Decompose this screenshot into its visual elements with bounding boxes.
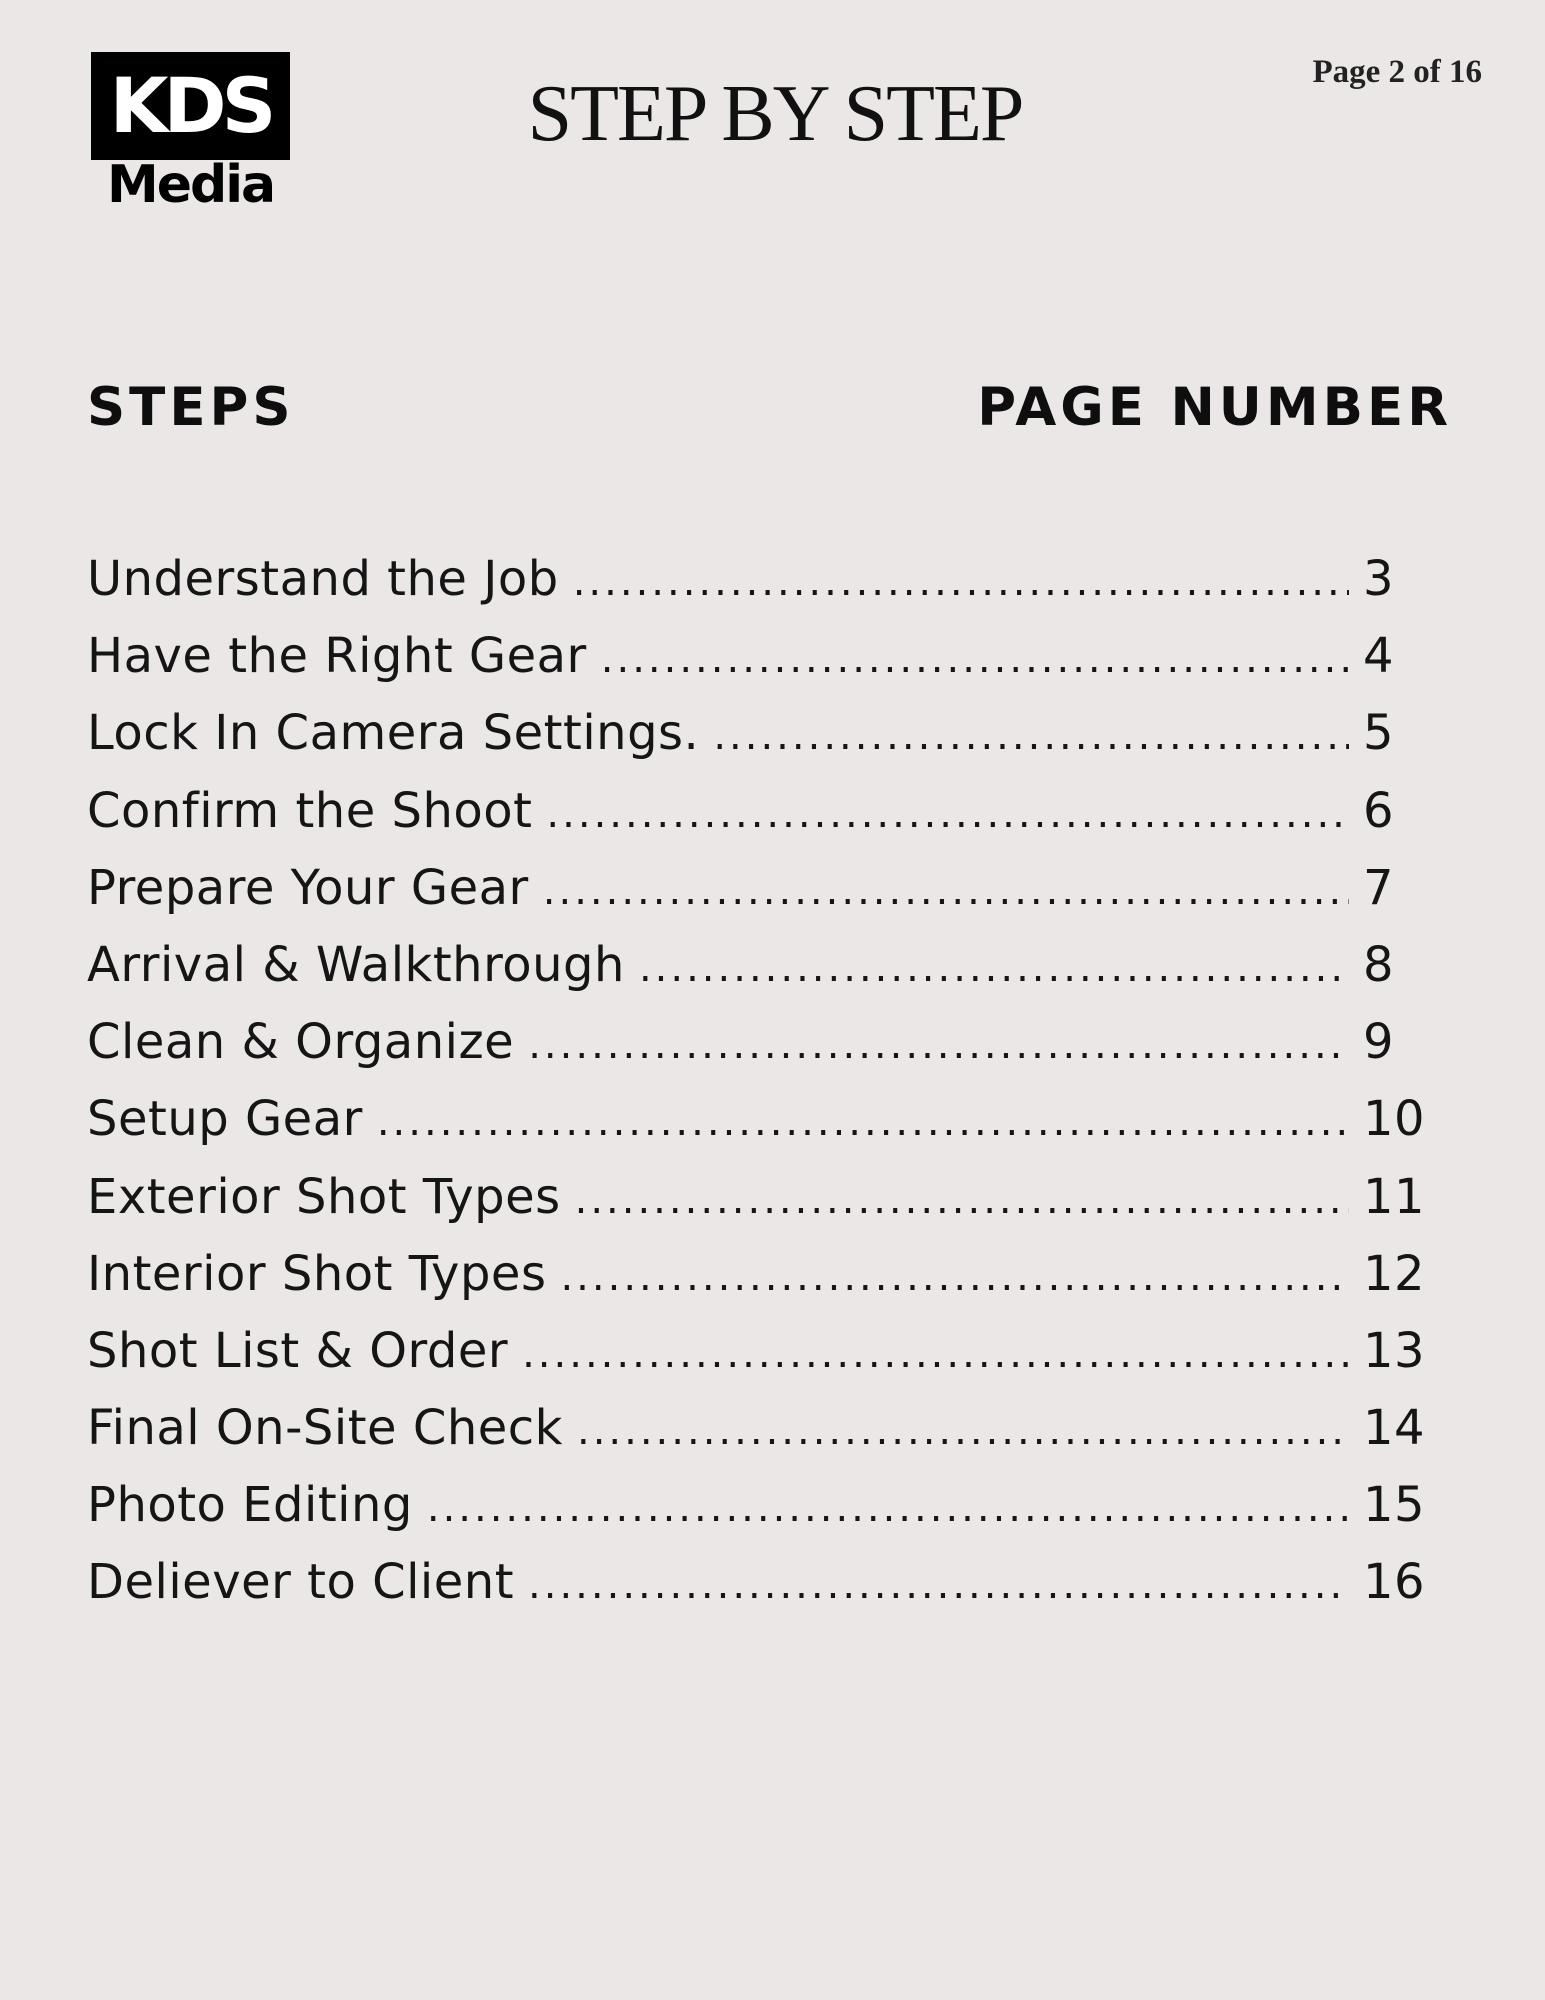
dot-leader (427, 1485, 1349, 1531)
dot-leader (543, 868, 1349, 914)
toc-entry-label: Final On-Site Check (87, 1400, 563, 1457)
table-of-contents (87, 551, 1427, 1632)
toc-entry-page: 5 (1363, 705, 1395, 762)
toc-entry-label: Arrival & Walkthrough (87, 936, 625, 993)
document-title: STEP BY STEP (527, 70, 1023, 158)
dot-leader (601, 636, 1349, 682)
dot-leader (546, 791, 1349, 837)
toc-entry-label: Have the Right Gear (87, 628, 587, 685)
toc-entry-page: 9 (1363, 1014, 1395, 1071)
toc-entry-label: Clean & Organize (87, 1014, 515, 1071)
toc-entry-label: Lock In Camera Settings. (87, 705, 700, 762)
toc-entry-page: 6 (1363, 782, 1395, 839)
toc-entry (87, 1400, 1427, 1477)
toc-entry-label: Interior Shot Types (87, 1245, 547, 1302)
dot-leader (573, 559, 1349, 605)
toc-entry-page: 7 (1363, 859, 1395, 916)
toc-entry-page: 15 (1363, 1477, 1426, 1534)
toc-entry-page: 16 (1363, 1554, 1426, 1611)
toc-entry-page: 12 (1363, 1245, 1426, 1302)
toc-entry (87, 1554, 1427, 1631)
toc-entry (87, 937, 1427, 1014)
dot-leader (560, 1254, 1349, 1300)
dot-leader (528, 1022, 1349, 1068)
dot-leader (577, 1408, 1349, 1454)
toc-entry (87, 628, 1427, 705)
toc-entry-label: Shot List & Order (87, 1322, 509, 1379)
toc-entry-page: 10 (1363, 1091, 1426, 1148)
steps-column-header: STEPS (87, 377, 295, 438)
toc-entry-label: Setup Gear (87, 1091, 363, 1148)
dot-leader (377, 1099, 1349, 1145)
toc-entry-label: Prepare Your Gear (87, 859, 529, 916)
page-indicator: Page 2 of 16 (1312, 54, 1482, 90)
toc-entry (87, 1014, 1427, 1091)
dot-leader (522, 1331, 1349, 1377)
toc-entry-label: Confirm the Shoot (87, 782, 533, 839)
toc-entry-page: 4 (1363, 628, 1395, 685)
dot-leader (528, 1562, 1349, 1608)
dot-leader (575, 1177, 1349, 1223)
toc-entry-page: 8 (1363, 936, 1395, 993)
toc-entry-page: 13 (1363, 1322, 1426, 1379)
toc-entry (87, 1323, 1427, 1400)
toc-entry (87, 1091, 1427, 1168)
toc-entry-label: Photo Editing (87, 1477, 413, 1534)
toc-entry (87, 551, 1427, 628)
toc-entry-page: 14 (1363, 1400, 1426, 1457)
toc-entry-page: 3 (1363, 551, 1395, 607)
logo-bottom-text: Media (107, 155, 275, 215)
toc-entry (87, 783, 1427, 860)
toc-entry (87, 1477, 1427, 1554)
dot-leader (639, 945, 1349, 991)
page-number-column-header: PAGE NUMBER (977, 377, 1452, 438)
toc-entry-label: Exterior Shot Types (87, 1168, 561, 1225)
dot-leader (713, 713, 1349, 759)
logo-top-text: KDS (91, 52, 290, 160)
toc-entry (87, 1246, 1427, 1323)
toc-entry (87, 860, 1427, 937)
toc-entry (87, 705, 1427, 782)
kds-media-logo (91, 52, 291, 215)
toc-entry-label: Deliever to Client (87, 1554, 515, 1611)
toc-entry (87, 1169, 1427, 1246)
toc-entry-label: Understand the Job (87, 551, 559, 607)
toc-entry-page: 11 (1363, 1168, 1426, 1225)
